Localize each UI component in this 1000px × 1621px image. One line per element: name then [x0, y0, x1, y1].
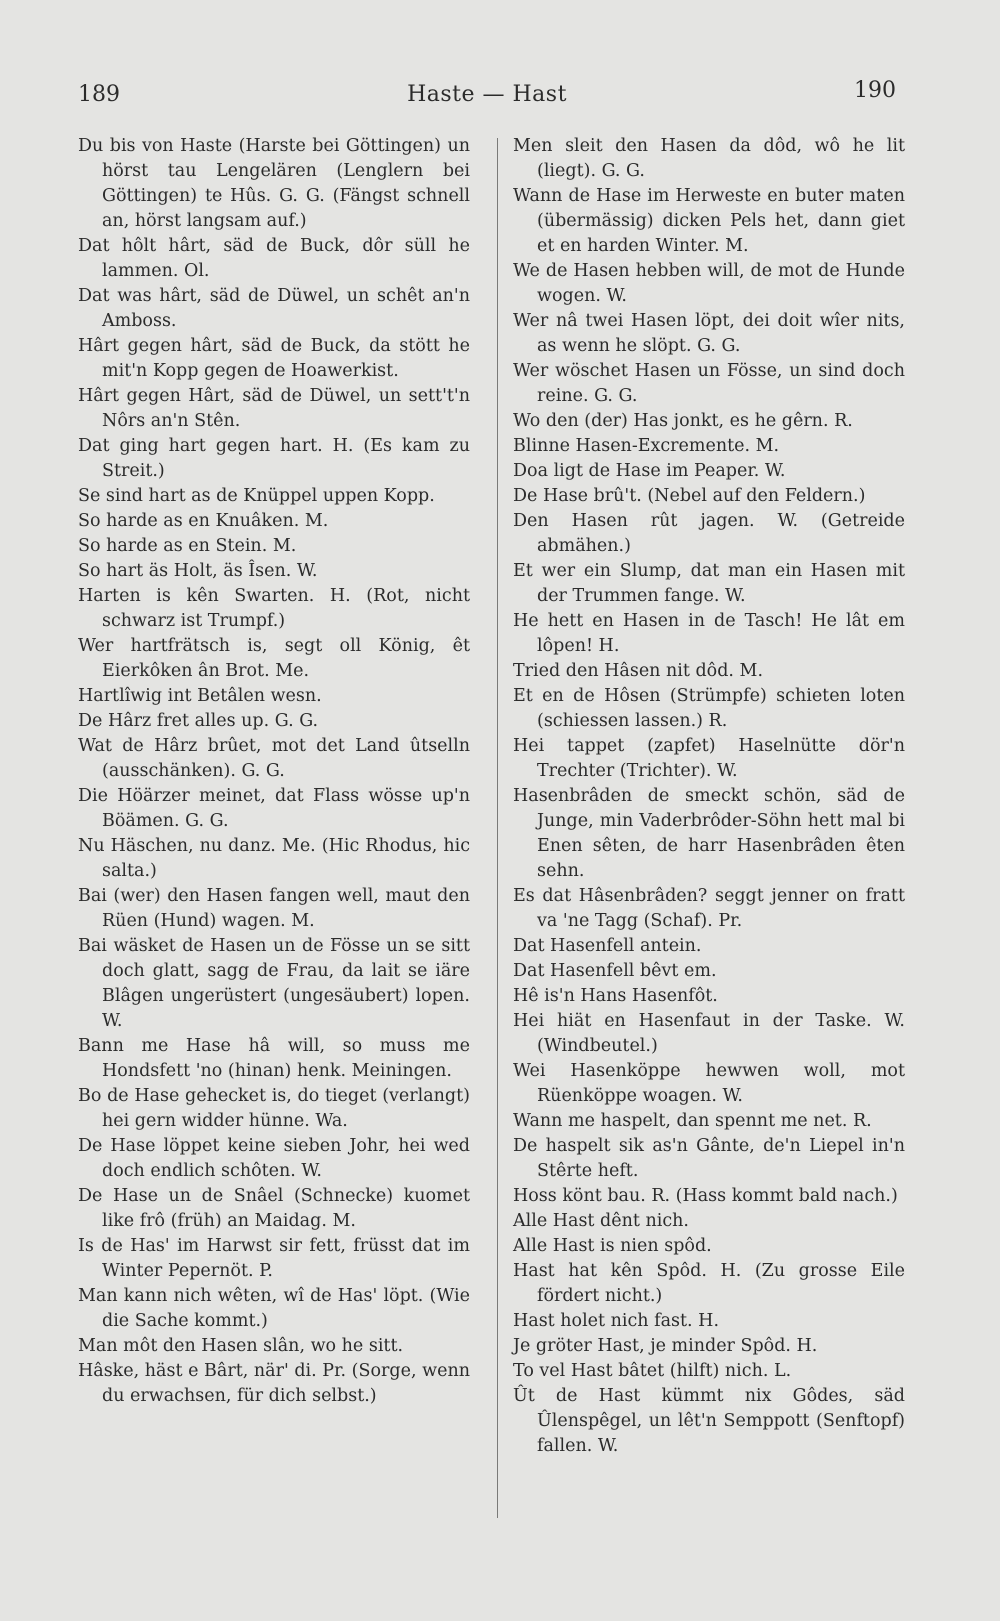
- proverb-entry: Hê is'n Hans Hasenfôt.: [513, 986, 718, 1006]
- proverb-entry: Den Hasen rût jagen. W. (Getreide abmähen.): [513, 511, 905, 556]
- page-header: [78, 78, 896, 118]
- proverb-entry: Ût de Hast kümmt nix Gôdes, säd Ûlenspêgel, un lêt'n Semppott (Senftopf) fallen. W.: [513, 1386, 905, 1456]
- proverb-entry: To vel Hast bâtet (hilft) nich. L.: [513, 1361, 792, 1381]
- page-number-left: 189: [78, 82, 120, 107]
- proverb-entry: De Hase löppet keine sieben Johr, hei wed doch endlich schôten. W.: [78, 1136, 470, 1181]
- proverb-entry: Hast hat kên Spôd. H. (Zu grosse Eile fördert nicht.): [513, 1261, 905, 1306]
- proverb-entry: Doa ligt de Hase im Peaper. W.: [513, 461, 786, 481]
- proverb-entry: De Hârz fret alles up. G. G.: [78, 711, 319, 731]
- proverb-entry: Hârt gegen hârt, säd de Buck, da stött he mit'n Kopp gegen de Hoawerkist.: [78, 336, 470, 381]
- proverb-entry: Et en de Hôsen (Strümpfe) schieten loten (schiessen lassen.) R.: [513, 686, 905, 731]
- proverb-entry: So harde as en Stein. M.: [78, 536, 297, 556]
- proverb-entry: Bo de Hase gehecket is, do tieget (verlangt) hei gern widder hünne. Wa.: [78, 1086, 470, 1131]
- proverb-entry: Man kann nich wêten, wî de Has' löpt. (Wie die Sache kommt.): [78, 1286, 470, 1331]
- proverb-entry: Nu Häschen, nu danz. Me. (Hic Rhodus, hic salta.): [78, 836, 470, 881]
- proverb-entry: Dat hôlt hârt, säd de Buck, dôr süll he lammen. Ol.: [78, 236, 470, 281]
- proverb-entry: Hasenbrâden de smeckt schön, säd de Junge, min Vaderbrôder-Söhn hett mal bi Enen sêten, de harr Hasenbrâden êten sehn.: [513, 786, 905, 881]
- proverb-entry: He hett en Hasen in de Tasch! He lât em lôpen! H.: [513, 611, 905, 656]
- proverb-entry: Harten is kên Swarten. H. (Rot, nicht schwarz ist Trumpf.): [78, 586, 470, 631]
- proverb-entry: De Hase un de Snâel (Schnecke) kuomet like frô (früh) an Maidag. M.: [78, 1186, 470, 1231]
- proverb-entry: Dat was hârt, säd de Düwel, un schêt an'n Amboss.: [78, 286, 470, 331]
- proverb-entry: Bai wäsket de Hasen un de Fösse un se sitt doch glatt, sagg de Frau, da lait se iäre Blâgen ungerüstert (ungesäubert) lopen. W.: [78, 936, 470, 1031]
- proverb-entry: Wo den (der) Has jonkt, es he gêrn. R.: [513, 411, 853, 431]
- proverb-entry: Wann me haspelt, dan spennt me net. R.: [513, 1111, 872, 1131]
- proverb-entry: So hart äs Holt, äs Îsen. W.: [78, 561, 318, 581]
- proverb-entry: Es dat Hâsenbrâden? seggt jenner on fratt va 'ne Tagg (Schaf). Pr.: [513, 886, 905, 931]
- proverb-entry: Alle Hast dênt nich.: [513, 1211, 689, 1231]
- proverb-entry: Is de Has' im Harwst sir fett, früsst dat im Winter Pepernöt. P.: [78, 1236, 470, 1281]
- page-number-right: 190: [854, 78, 896, 103]
- proverb-entry: Dat ging hart gegen hart. H. (Es kam zu Streit.): [78, 436, 470, 481]
- proverb-entry: Wei Hasenköppe hewwen woll, mot Rüenköppe woagen. W.: [513, 1061, 905, 1106]
- running-title: Haste — Hast: [407, 82, 567, 107]
- proverb-entry: We de Hasen hebben will, de mot de Hunde wogen. W.: [513, 261, 905, 306]
- proverb-entry: Hâske, häst e Bârt, när' di. Pr. (Sorge, wenn du erwachsen, für dich selbst.): [78, 1361, 470, 1406]
- proverb-entry: Je gröter Hast, je minder Spôd. H.: [513, 1336, 818, 1356]
- proverb-entry: Man môt den Hasen slân, wo he sitt.: [78, 1336, 404, 1356]
- proverb-entry: De Hase brû't. (Nebel auf den Feldern.): [513, 486, 866, 506]
- proverb-entry: Bann me Hase hâ will, so muss me Hondsfett 'no (hinan) henk. Meiningen.: [78, 1036, 470, 1081]
- proverb-entry: Du bis von Haste (Harste bei Göttingen) un hörst tau Lengelären (Lenglern bei Göttingen) te Hûs. G. G. (Fängst schnell an, hörst langsam auf.): [78, 136, 470, 231]
- left-column: [78, 134, 470, 1409]
- proverb-entry: Hârt gegen Hârt, säd de Düwel, un sett't'n Nôrs an'n Stên.: [78, 386, 470, 431]
- proverb-entry: Hoss könt bau. R. (Hass kommt bald nach.): [513, 1186, 898, 1206]
- proverb-entry: Hei tappet (zapfet) Haselnütte dör'n Trechter (Trichter). W.: [513, 736, 905, 781]
- proverb-entry: Bai (wer) den Hasen fangen well, maut den Rüen (Hund) wagen. M.: [78, 886, 470, 931]
- proverb-entry: Dat Hasenfell bêvt em.: [513, 961, 717, 981]
- proverb-entry: So harde as en Knuâken. M.: [78, 511, 329, 531]
- proverb-entry: Se sind hart as de Knüppel uppen Kopp.: [78, 486, 435, 506]
- proverb-entry: Alle Hast is nien spôd.: [513, 1236, 712, 1256]
- proverb-entry: Wer hartfrätsch is, segt oll König, êt Eierkôken ân Brot. Me.: [78, 636, 470, 681]
- proverb-entry: Wer nâ twei Hasen löpt, dei doit wîer nits, as wenn he slöpt. G. G.: [513, 311, 905, 356]
- proverb-entry: Wann de Hase im Herweste en buter maten (übermässig) dicken Pels het, dann giet et en harden Winter. M.: [513, 186, 905, 256]
- proverb-entry: Wer wöschet Hasen un Fösse, un sind doch reine. G. G.: [513, 361, 905, 406]
- proverb-entry: Hast holet nich fast. H.: [513, 1311, 720, 1331]
- proverb-entry: Dat Hasenfell antein.: [513, 936, 702, 956]
- proverb-entry: Et wer ein Slump, dat man ein Hasen mit der Trummen fange. W.: [513, 561, 905, 606]
- proverb-entry: De haspelt sik as'n Gânte, de'n Liepel in'n Stêrte heft.: [513, 1136, 905, 1181]
- proverb-entry: Tried den Hâsen nit dôd. M.: [513, 661, 764, 681]
- proverb-entry: Men sleit den Hasen da dôd, wô he lit (liegt). G. G.: [513, 136, 905, 181]
- column-divider: [497, 138, 498, 1518]
- proverb-entry: Blinne Hasen-Excremente. M.: [513, 436, 780, 456]
- proverb-entry: Hartlîwig int Betâlen wesn.: [78, 686, 322, 706]
- proverb-entry: Wat de Hârz brûet, mot det Land ûtselln (ausschänken). G. G.: [78, 736, 470, 781]
- right-column: [513, 134, 905, 1459]
- proverb-entry: Hei hiät en Hasenfaut in der Taske. W. (Windbeutel.): [513, 1011, 905, 1056]
- proverb-entry: Die Höärzer meinet, dat Flass wösse up'n Böämen. G. G.: [78, 786, 470, 831]
